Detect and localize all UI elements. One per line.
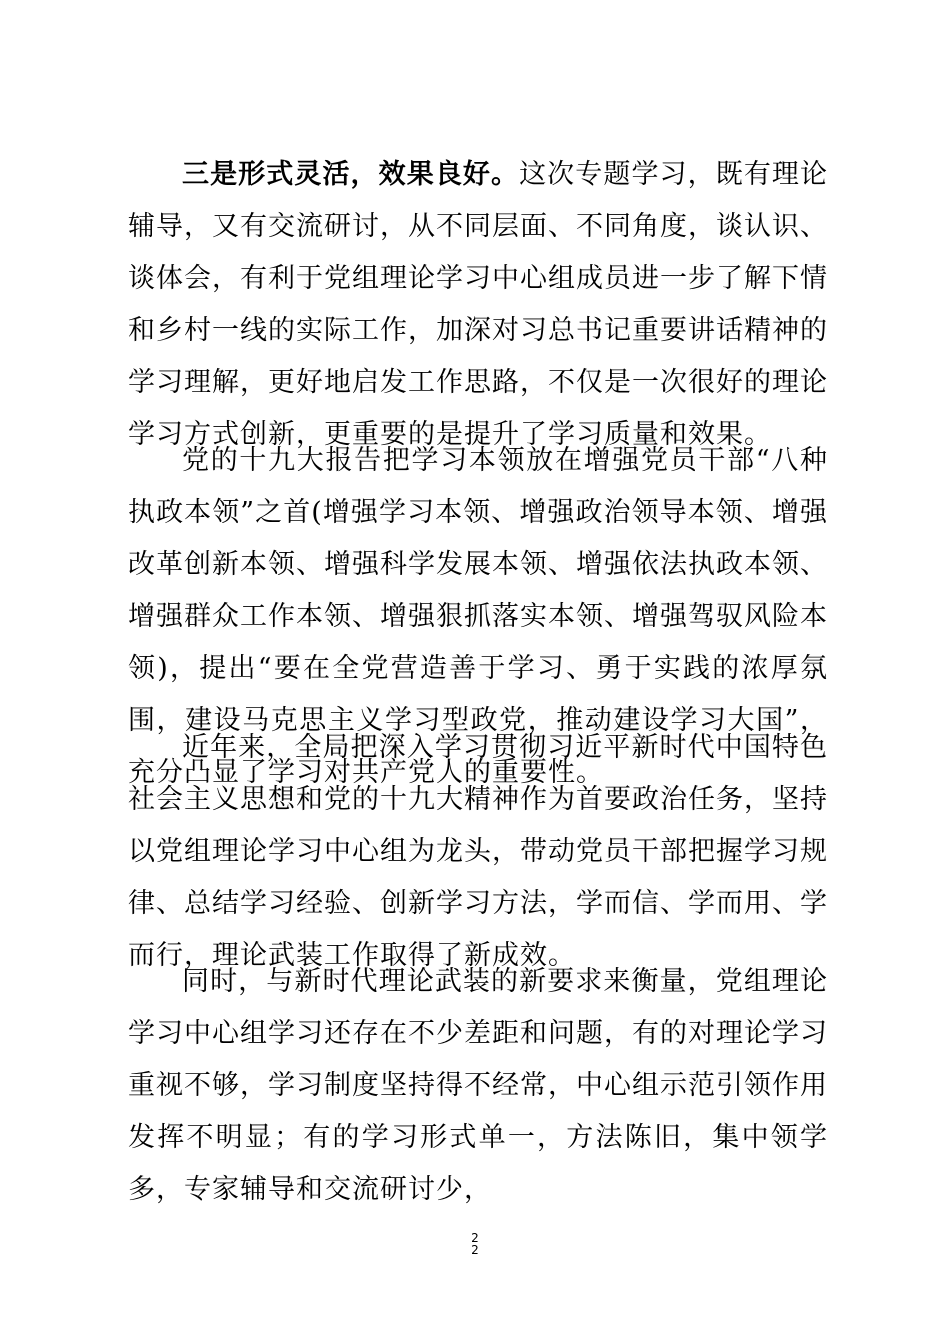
paragraph-2-text: 党的十九大报告把学习本领放在增强党员干部“八种执政本领”之首(增强学习本领、增强政治领导本领、增强改革创新本领、增强科学发展本领、增强依法执政本领、增强群众工作本领、增强狠抓落实本领、增强驾驭风险本领)，提出“要在全党营造善于学习、勇于实践的浓厚氛围，建设马克思主义学习型政党，推动建设学习大国”，充分凸显了学习对共产党人的重要性。 [128, 445, 828, 788]
paragraph-1-lead: 三是形式灵活，效果良好。 [182, 159, 520, 190]
paragraph-3 [128, 722, 828, 982]
paragraph-1-text: 这次专题学习，既有理论辅导，又有交流研讨，从不同层面、不同角度，谈认识、谈体会，有利于党组理论学习中心组成员进一步了解下情和乡村一线的实际工作，加深对习总书记重要讲话精神的学习理解，更好地启发工作思路，不仅是一次很好的理论学习方式创新，更重要的是提升了学习质量和效果。 [128, 159, 829, 450]
paragraph-1 [128, 149, 828, 461]
page-number-line-1: 2 [471, 1231, 479, 1245]
paragraph-3-text: 近年来，全局把深入学习贯彻习近平新时代中国特色社会主义思想和党的十九大精神作为首要政治任务，坚持以党组理论学习中心组为龙头，带动党员干部把握学习规律、总结学习经验、创新学习方法，学而信、学而用、学而行，理论武装工作取得了新成效。 [128, 732, 828, 971]
page-number-line-2: 2 [471, 1243, 479, 1257]
paragraph-4-text: 同时，与新时代理论武装的新要求来衡量，党组理论学习中心组学习还存在不少差距和问题，有的对理论学习重视不够，学习制度坚持得不经常，中心组示范引领作用发挥不明显；有的学习形式单一，方法陈旧，集中领学多，专家辅导和交流研讨少， [128, 966, 828, 1205]
paragraph-4 [128, 956, 828, 1216]
page-number [465, 1232, 485, 1256]
